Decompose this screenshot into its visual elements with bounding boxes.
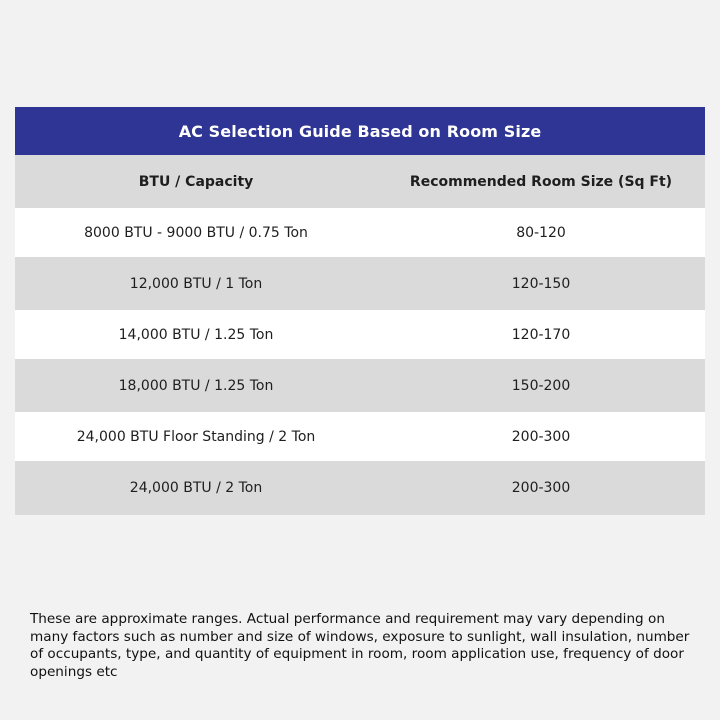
room-size-cell: 80-120 bbox=[516, 224, 566, 241]
disclaimer-note: These are approximate ranges. Actual performance and requirement may vary depending on many factors such as number and size of windows, exposure to sunlight, wall insulation, number of occupants, type, and quantity of equipment in room, room application use, frequency of door openings etc bbox=[30, 611, 690, 680]
room-size-cell: 200-300 bbox=[511, 428, 571, 445]
table-row bbox=[15, 257, 705, 310]
room-size-cell: 120-150 bbox=[511, 275, 571, 292]
capacity-cell: 24,000 BTU Floor Standing / 2 Ton bbox=[76, 428, 316, 445]
capacity-cell: 14,000 BTU / 1.25 Ton bbox=[118, 326, 274, 343]
table-row bbox=[15, 359, 705, 412]
capacity-cell: 18,000 BTU / 1.25 Ton bbox=[118, 377, 274, 394]
capacity-cell: 24,000 BTU / 2 Ton bbox=[129, 480, 263, 496]
capacity-cell: 12,000 BTU / 1 Ton bbox=[129, 275, 263, 292]
room-size-cell: 120-170 bbox=[511, 326, 571, 343]
ac-selection-table bbox=[15, 107, 705, 515]
table-row bbox=[15, 461, 705, 515]
table-header-row bbox=[15, 155, 705, 208]
table-row bbox=[15, 208, 705, 257]
room-size-cell: 200-300 bbox=[511, 480, 571, 496]
column-header-room-size: Recommended Room Size (Sq Ft) bbox=[409, 173, 673, 190]
table-row bbox=[15, 310, 705, 359]
table-title: AC Selection Guide Based on Room Size bbox=[15, 107, 705, 155]
capacity-cell: 8000 BTU - 9000 BTU / 0.75 Ton bbox=[84, 224, 308, 241]
table-row bbox=[15, 412, 705, 461]
room-size-cell: 150-200 bbox=[511, 377, 571, 394]
column-header-capacity: BTU / Capacity bbox=[138, 173, 254, 190]
